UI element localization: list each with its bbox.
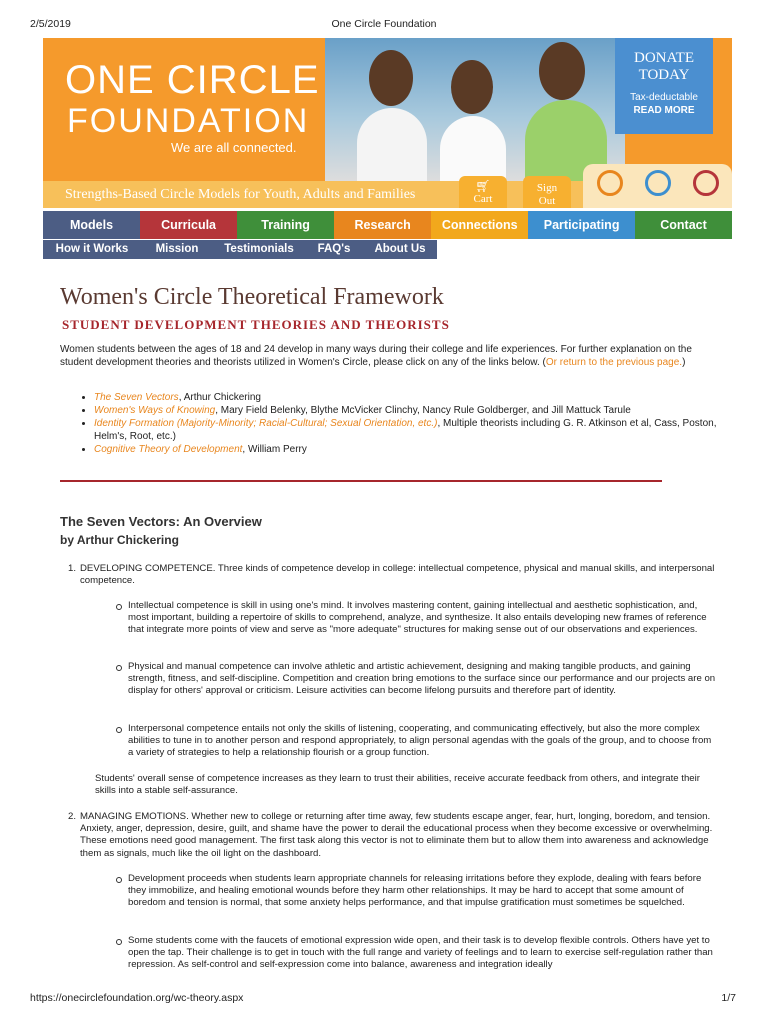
list-item — [94, 404, 742, 417]
photo-figure — [539, 42, 585, 100]
nav-mission[interactable]: Mission — [155, 243, 199, 255]
nav-testimonials[interactable]: Testimonials — [224, 243, 294, 255]
list-item — [94, 391, 742, 404]
list-item-text: , Multiple theorists including G. R. Atkinson et al, Cass, Poston, Helm's, Root, etc.) — [94, 418, 717, 442]
list-item-text: , William Perry — [242, 444, 307, 455]
photo-figure — [451, 60, 493, 114]
seven-vectors-link[interactable]: The Seven Vectors — [94, 392, 179, 403]
list-item — [94, 443, 742, 456]
vector-item-2 — [68, 811, 720, 860]
cart-button[interactable] — [459, 176, 507, 208]
cart-icon: 🛒︎ — [475, 179, 491, 193]
print-title: One Circle Foundation — [331, 18, 437, 30]
photo-figure — [369, 50, 413, 106]
vector-item-1 — [68, 563, 720, 587]
donate-read-more[interactable]: READ MORE — [633, 105, 695, 116]
print-page-number: 1/7 — [721, 992, 736, 1004]
section-author: by Arthur Chickering — [60, 533, 179, 547]
list-item-text: , Arthur Chickering — [178, 392, 261, 403]
nav-about-us[interactable]: About Us — [374, 243, 426, 255]
nav-training[interactable]: Training — [237, 211, 334, 239]
item-number: 2. — [68, 811, 77, 822]
item-text: MANAGING EMOTIONS. Whether new to college or returning after time away, few students escape anger, fear, hurt, longing, boredom, and tension. Anxiety, anger, depression, desire, guilt, and shame have the power to derail the educational process when they become excessive or overwhelming. These emotions need good management. The first task along this vector is not to eliminate them but to allow them into awareness and acknowledge them as signals, much like the oil light on the dashboard. — [80, 811, 713, 859]
photo-figure — [440, 116, 506, 181]
intro-paragraph — [60, 343, 720, 369]
sub-item: Interpersonal competence entails not only the skills of listening, cooperating, and communicating effectively, but also the more complex abilities to tune in to another person and respond appropriately, to align personal agendas with the goals of the group, and to choose from a variety of strategies to help a relationship flourish or a group function. — [128, 723, 718, 760]
donate-sub: Tax-deductable — [630, 92, 698, 103]
intro-text: Women students between the ages of 18 and 24 develop in many ways during their college and life experiences. For further explanation on the student development theories and theorists utilized in Women's Circle, please click on any of the links below. ( — [60, 344, 692, 368]
section-divider — [60, 480, 662, 482]
item-summary: Students' overall sense of competence increases as they learn to trust their abilities, receive accurate feedback from others, and integrate their skills into a stable self-assurance. — [95, 773, 700, 797]
cognitive-theory-link[interactable]: Cognitive Theory of Development — [94, 444, 243, 455]
nav-research[interactable]: Research — [334, 211, 431, 239]
sub-item: Physical and manual competence can involve athletic and artistic achievement, designing and making tangible products, and gaining strength, fitness, and self-discipline. Competition and creation bring emotions to the surface since our performance and our projects are on display for others' approval or criticism. Leisure activities can become lifelong pursuits and therefore part of identity. — [128, 661, 718, 698]
nav-models[interactable]: Models — [43, 211, 140, 239]
sub-item: Some students come with the faucets of emotional expression wide open, and their task is to develop flexible controls. Others have yet to open the tap. Their challenge is to get in touch with the full range and variety of feelings and to learn to exercise self-regulation rather than repression. As self-control and self-expression come into balance, awareness and integration ideally — [128, 935, 718, 972]
return-link[interactable]: Or return to the previous page. — [545, 357, 683, 368]
cart-label: Cart — [473, 193, 493, 205]
donate-panel[interactable] — [615, 38, 713, 134]
photo-figure — [357, 108, 427, 181]
secondary-nav — [43, 240, 437, 259]
program-badges — [583, 164, 732, 208]
nav-connections[interactable]: Connections — [431, 211, 528, 239]
nav-faqs[interactable]: FAQ's — [317, 243, 351, 255]
nav-curricula[interactable]: Curricula — [140, 211, 237, 239]
print-date: 2/5/2019 — [30, 18, 71, 30]
nav-participating-orgs[interactable]: Participating Orgs — [528, 211, 635, 239]
girls-circle-badge-icon[interactable] — [597, 170, 623, 196]
council-badge-icon[interactable] — [645, 170, 671, 196]
item-text: DEVELOPING COMPETENCE. Three kinds of competence develop in college: intellectual competence, physical and manual skills, and interpersonal competence. — [80, 563, 715, 587]
sub-item: Development proceeds when students learn appropriate channels for releasing irritations before they explode, dealing with fears before they immobilize, and healing emotional wounds before they harm other relationships. It may be hard to accept that some amount of boredom and tension is normal, that some anxiety helps performance, and that impulse gratification must sometimes be squelched. — [128, 873, 718, 910]
womens-circle-badge-icon[interactable] — [693, 170, 719, 196]
donate-line2: TODAY — [638, 67, 690, 83]
logo-line1[interactable]: ONE CIRCLE — [65, 58, 320, 102]
intro-end: ) — [682, 357, 686, 368]
theory-link-list — [74, 391, 742, 456]
print-url: https://onecirclefoundation.org/wc-theory.aspx — [30, 992, 244, 1004]
page-subtitle: STUDENT DEVELOPMENT THEORIES AND THEORISTS — [62, 317, 450, 332]
list-item — [94, 417, 742, 443]
section-title: The Seven Vectors: An Overview — [60, 514, 262, 529]
nav-contact[interactable]: Contact — [635, 211, 732, 239]
item-number: 1. — [68, 563, 77, 574]
donate-line1: DONATE — [634, 50, 694, 66]
site-banner — [43, 38, 732, 208]
identity-formation-link[interactable]: Identity Formation (Majority-Minority; Racial-Cultural; Sexual Orientation, etc.) — [94, 418, 438, 429]
slogan-text: Strengths-Based Circle Models for Youth, Adults and Families — [65, 187, 416, 202]
logo-tagline: We are all connected. — [171, 140, 297, 155]
banner-photo — [325, 38, 625, 181]
womens-ways-link[interactable]: Women's Ways of Knowing — [94, 405, 216, 416]
sign-out-button[interactable]: Sign Out — [523, 176, 571, 208]
sub-item: Intellectual competence is skill in using one's mind. It involves mastering content, gaining intellectual and aesthetic sophistication, and, most important, building a repertoire of skills to comprehend, analyze, and synthesize. It also entails developing new frames of reference that integrate more points of view and serve as "more adequate" structures for making sense out of our observations and experiences. — [128, 600, 718, 637]
page-title: Women's Circle Theoretical Framework — [60, 284, 444, 310]
list-item-text: , Mary Field Belenky, Blythe McVicker Clinchy, Nancy Rule Goldberger, and Jill Mattuck Tarule — [215, 405, 631, 416]
nav-how-it-works[interactable]: How it Works — [55, 243, 129, 255]
logo-line2[interactable]: FOUNDATION — [67, 102, 310, 140]
